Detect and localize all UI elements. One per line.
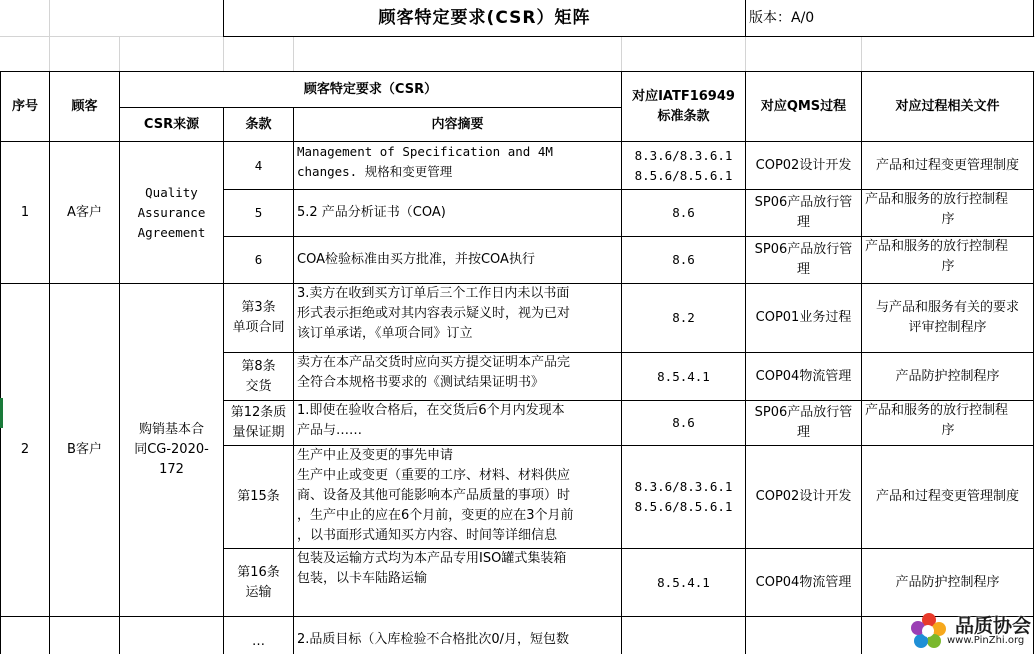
row6-iatf[interactable]: 8.6 xyxy=(672,415,695,430)
row1-qms[interactable]: COP02设计开发 xyxy=(755,157,852,173)
row5-summary[interactable] xyxy=(294,353,621,400)
row8-clause[interactable] xyxy=(224,549,293,616)
row2-docs[interactable] xyxy=(862,190,1033,236)
row4-summary-line: 形式表示拒绝或对其内容表示疑义时，视为已对 xyxy=(297,306,571,321)
row8-summary[interactable] xyxy=(294,549,621,616)
row1-summary-line: changes. 规格和变更管理 xyxy=(297,164,453,179)
row6-clause[interactable] xyxy=(224,401,293,445)
row2-docs-line: 序 xyxy=(941,212,955,227)
row1-clause[interactable]: 4 xyxy=(254,157,263,173)
row4-qms[interactable]: COP01业务过程 xyxy=(755,310,852,325)
row4-clause-line: 单项合同 xyxy=(232,320,285,335)
row3-docs-line: 序 xyxy=(941,259,955,274)
row6-summary-line: 1.即使在验收合格后，在交货后6个月内发现本 xyxy=(297,403,565,418)
row8-summary-line: 包装，以卡车陆路运输 xyxy=(297,571,428,586)
group2-customer[interactable]: B客户 xyxy=(67,442,102,457)
row2-qms[interactable] xyxy=(746,190,861,236)
header-summary[interactable]: 内容摘要 xyxy=(431,116,484,132)
row4-docs[interactable] xyxy=(862,284,1033,352)
row8-docs[interactable]: 产品防护控制程序 xyxy=(895,574,1000,590)
row5-clause-line: 第8条 xyxy=(241,358,276,374)
row5-iatf[interactable]: 8.5.4.1 xyxy=(657,368,710,384)
row7-summary-line: ，以书面形式通知买方内容、时间等详细信息 xyxy=(297,528,558,543)
grid-line xyxy=(621,36,622,72)
row5-summary-line: 卖方在本产品交货时应向买方提交证明本产品完 xyxy=(297,355,571,370)
row4-docs-line: 与产品和服务有关的要求 xyxy=(875,300,1019,315)
group1-seq[interactable]: 1 xyxy=(20,204,30,220)
header-qms[interactable]: 对应QMS过程 xyxy=(760,98,847,114)
row8-qms[interactable]: COP04物流管理 xyxy=(755,574,852,590)
row4-summary-line: 3.卖方在收到买方订单后三个工作日内未以书面 xyxy=(297,286,570,301)
row6-qms-line: 理 xyxy=(796,425,810,440)
row1-iatf-line: 8.5.6/8.5.6.1 xyxy=(634,167,733,183)
row6-qms[interactable] xyxy=(746,401,861,445)
header-seq[interactable]: 序号 xyxy=(11,98,38,114)
row3-iatf[interactable]: 8.6 xyxy=(672,252,695,267)
row6-qms-line: SP06产品放行管 xyxy=(754,405,853,420)
row3-qms-line: 理 xyxy=(796,262,810,277)
row5-summary-line: 全符合本规格书要求的《测试结果证明书》 xyxy=(297,375,545,390)
row4-clause[interactable] xyxy=(224,284,293,352)
row3-qms[interactable] xyxy=(746,237,861,283)
row2-iatf[interactable]: 8.6 xyxy=(672,205,695,220)
row9-clause[interactable]: … xyxy=(252,634,265,649)
header-clause[interactable]: 条款 xyxy=(245,116,272,132)
row1-docs[interactable]: 产品和过程变更管理制度 xyxy=(875,157,1019,173)
group2-source[interactable] xyxy=(120,284,223,616)
group1-source-line: Agreement xyxy=(137,224,206,240)
row1-summary-line: Management of Specification and 4M xyxy=(297,144,553,159)
row4-iatf[interactable]: 8.2 xyxy=(672,310,695,325)
header-iatf-line2: 标准条款 xyxy=(657,108,710,124)
row7-iatf-line: 8.3.6/8.3.6.1 xyxy=(634,479,733,494)
row2-qms-line: 理 xyxy=(796,215,810,230)
version-cell[interactable]: 版本：A/0 xyxy=(749,10,815,26)
row8-clause-line: 运输 xyxy=(245,584,272,600)
grid-line xyxy=(49,0,50,72)
row2-qms-line: SP06产品放行管 xyxy=(754,195,853,210)
header-docs[interactable]: 对应过程相关文件 xyxy=(895,98,1000,114)
grid-line xyxy=(119,36,120,72)
row3-summary[interactable]: COA检验标准由买方批准，并按COA执行 xyxy=(297,252,535,267)
row7-iatf[interactable] xyxy=(622,446,745,548)
grid-line xyxy=(861,36,862,72)
row3-docs-line: 产品和服务的放行控制程 xyxy=(865,239,1009,254)
row6-clause-line: 量保证期 xyxy=(232,425,285,440)
row7-summary-line: ，生产中止的应在6个月前，变更的应在3个月前 xyxy=(297,508,574,523)
group1-source-line: Assurance xyxy=(137,204,206,220)
row4-summary-line: 该订单承诺，《单项合同》订立 xyxy=(297,326,473,341)
row7-summary-line: 生产中止及变更的事先申请 xyxy=(297,448,454,463)
page-title[interactable]: 顾客特定要求(CSR）矩阵 xyxy=(378,8,591,28)
row7-qms[interactable]: COP02设计开发 xyxy=(755,489,852,504)
row6-clause-line: 第12条质 xyxy=(230,405,287,420)
row9-summary[interactable]: 2.品质目标（入库检验不合格批次0/月，短包数 xyxy=(297,632,570,647)
group2-source-line: 同CG-2020- xyxy=(134,442,209,457)
group2-seq[interactable]: 2 xyxy=(20,442,30,457)
watermark-url: www.PinZhi.org xyxy=(947,635,1025,646)
row7-summary-line: 商、设备及其他可能影响本产品质量的事项）时 xyxy=(297,488,571,503)
border-line xyxy=(1033,0,1034,37)
row6-docs[interactable] xyxy=(862,401,1033,445)
border-line xyxy=(1033,71,1034,654)
grid-line xyxy=(745,36,746,72)
group1-source[interactable] xyxy=(120,142,223,283)
row2-docs-line: 产品和服务的放行控制程 xyxy=(865,192,1009,207)
group2-source-line: 购销基本合 xyxy=(138,422,204,437)
row5-clause-line: 交货 xyxy=(245,378,272,394)
row6-summary-line: 产品与…… xyxy=(297,423,363,438)
row8-summary-line: 包装及运输方式均为本产品专用ISO罐式集装箱 xyxy=(297,551,567,566)
row5-docs[interactable]: 产品防护控制程序 xyxy=(895,368,1000,384)
row3-qms-line: SP06产品放行管 xyxy=(754,242,853,257)
watermark xyxy=(905,609,1033,653)
row5-clause[interactable] xyxy=(224,353,293,400)
row3-docs[interactable] xyxy=(862,237,1033,283)
row8-iatf[interactable]: 8.5.4.1 xyxy=(657,574,710,590)
header-customer[interactable]: 顾客 xyxy=(71,98,98,114)
row3-clause[interactable]: 6 xyxy=(254,252,263,267)
row7-iatf-line: 8.5.6/8.5.6.1 xyxy=(634,499,733,514)
group1-customer[interactable]: A客户 xyxy=(67,204,102,220)
row7-clause[interactable]: 第15条 xyxy=(237,489,280,504)
grid-line xyxy=(293,36,294,72)
row4-docs-line: 评审控制程序 xyxy=(908,320,987,335)
header-csr-source[interactable]: CSR来源 xyxy=(143,116,200,132)
watermark-name: 品质协会 xyxy=(955,615,1032,637)
row2-summary[interactable]: 5.2 产品分析证书（COA) xyxy=(297,205,446,220)
row7-summary-line: 生产中止或变更（重要的工序、材料、材料供应 xyxy=(297,468,571,483)
row1-summary[interactable] xyxy=(294,142,621,189)
row1-iatf-line: 8.3.6/8.3.6.1 xyxy=(634,147,733,163)
row5-qms[interactable]: COP04物流管理 xyxy=(755,368,852,384)
row8-clause-line: 第16条 xyxy=(237,564,280,580)
header-iatf-line1: 对应IATF16949 xyxy=(632,88,735,104)
row4-summary[interactable] xyxy=(294,284,621,352)
header-iatf[interactable] xyxy=(622,72,745,141)
header-csr-group[interactable]: 顾客特定要求（CSR） xyxy=(303,81,438,97)
row4-clause-line: 第3条 xyxy=(241,300,276,315)
row7-docs[interactable]: 产品和过程变更管理制度 xyxy=(875,489,1019,504)
flower-logo-icon xyxy=(909,611,949,651)
row6-summary[interactable] xyxy=(294,401,621,445)
row6-docs-line: 序 xyxy=(941,423,955,438)
border-line xyxy=(223,36,1034,37)
group2-source-line: 172 xyxy=(159,462,184,477)
row2-clause[interactable]: 5 xyxy=(254,205,263,220)
group1-source-line: Quality xyxy=(145,184,198,200)
row6-docs-line: 产品和服务的放行控制程 xyxy=(865,403,1009,418)
grid-line xyxy=(223,36,224,72)
row1-iatf[interactable] xyxy=(622,142,745,189)
row7-summary[interactable] xyxy=(294,446,621,548)
